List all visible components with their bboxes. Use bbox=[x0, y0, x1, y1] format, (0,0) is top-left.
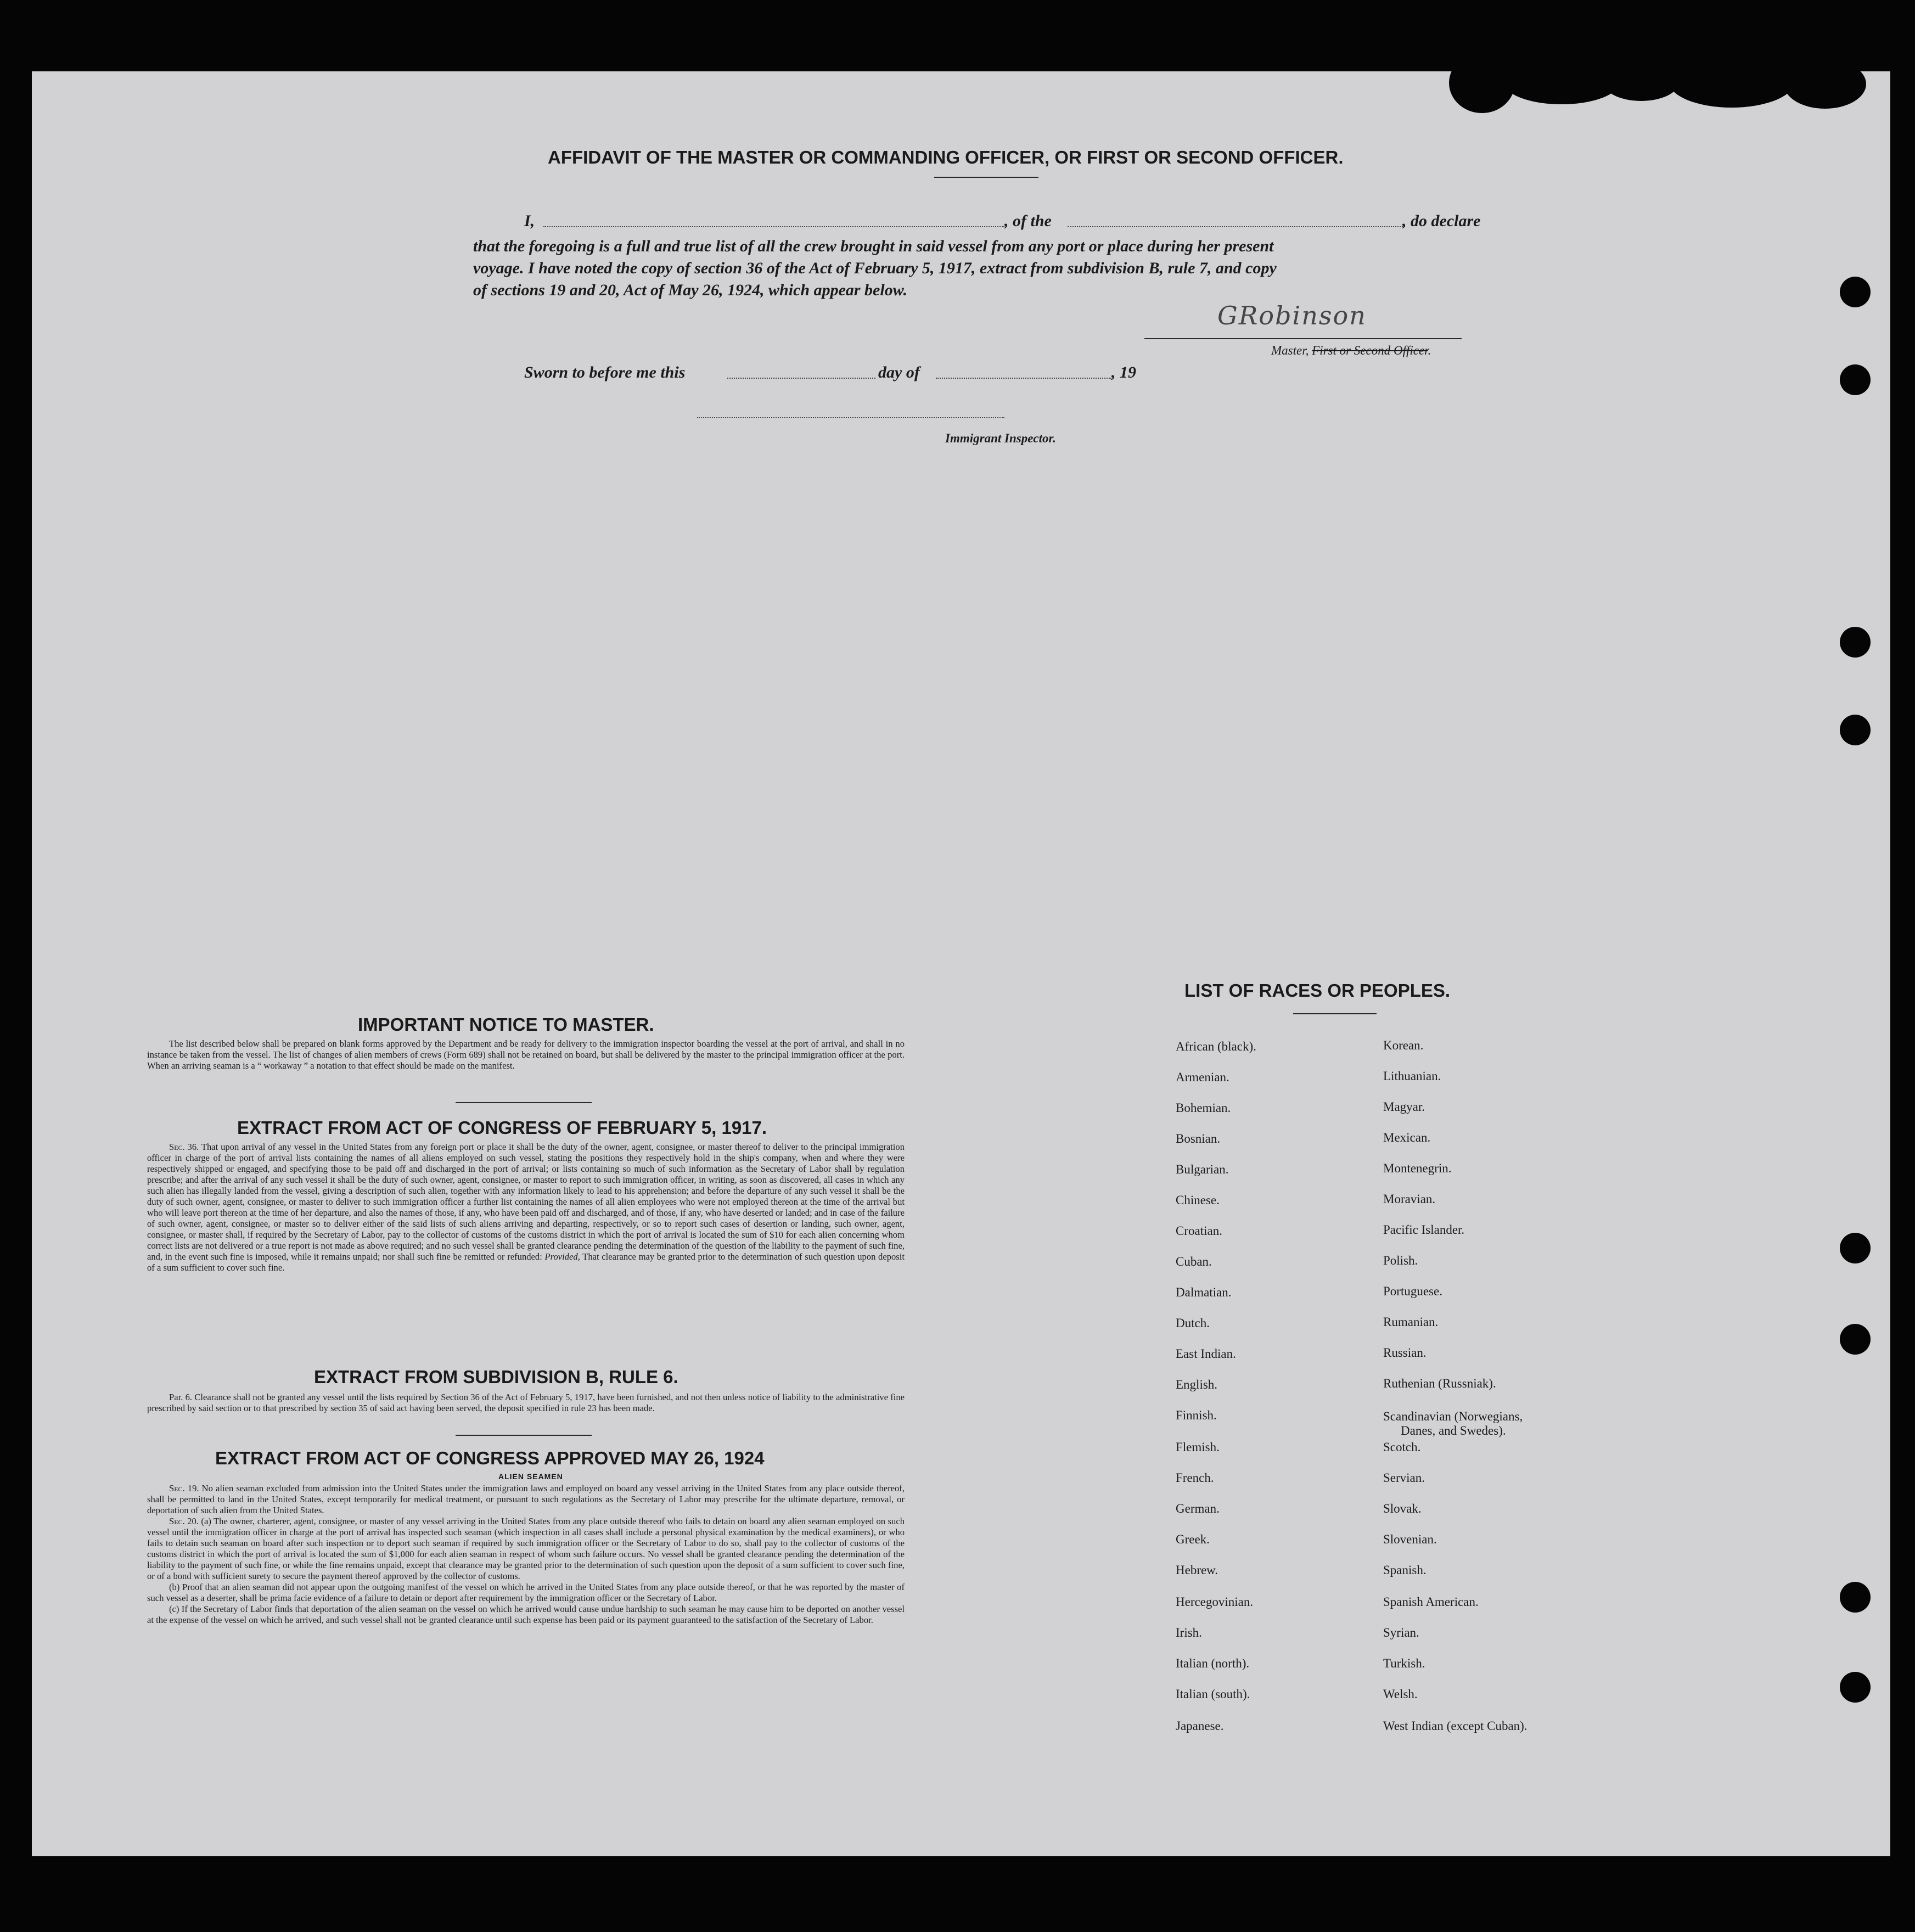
race-item: Armenian. bbox=[1176, 1070, 1229, 1084]
sec-36-text: That upon arrival of any vessel in the United States from any foreign port or place it shall be the duty of the owner, agent, consignee, or master thereof to deliver to the principal immigration officer in charge of the port of arrival lists containing the names of all aliens employed on such vessel, stating the positions they respectively hold in the ship's company, when and where they were respectively shipped or engaged, and specifying those to be paid off and discharged in the port of arrival; or lists containing so much of such information as the Secretary of Labor shall by regulation prescribe; and after the arrival of any such vessel it shall be the duty of such owner, agent, consignee, or master to report to such immigration officer, in writing, as soon as discovered, all cases in which any such alien has illegally landed from the vessel, giving a description of such alien, together with any information likely to lead to his apprehension; and before the departure of any such vessel it shall be the duty of such owner, agent, consignee, or master to deliver to such immigration officer a further list containing the names of all alien employees who were not employed thereon at the time of the arrival but who will leave port thereon at the time of her departure, and also the names of those, if any, who have been paid off and discharged, and of those, if any, who have deserted or landed; and in case of the failure of such owner, agent, consignee, or master so to deliver either of the said lists of such aliens arriving and departing, respectively, or so to report such cases of desertion or landing, such owner, agent, consignee, or master shall, if required by the Secretary of Labor, pay to the collector of customs of the customs district in which the port of arrival is located the sum of $10 for each alien concerning whom correct lists are not delivered or a true report is not made as above required; and no such vessel shall be granted clearance pending the determination of the question of the liability to the payment of such fine, and, in the event such fine is imposed, while it remains unpaid; nor shall such fine be remitted or refunded: bbox=[147, 1142, 905, 1262]
race-item: Rumanian. bbox=[1383, 1315, 1439, 1329]
race-item: Mexican. bbox=[1383, 1131, 1431, 1144]
sec-20a-text: (a) The owner, charterer, agent, consignee, or master of any vessel arriving in the United States from any place outside thereof who fails to detain on board any alien seaman employed on such vessel until the immigration officer in charge at the port of arrival has inspected such seaman (which inspection in all cases shall include a personal physical examination by the medical examiners), or who fails to detain such seaman on board after such inspection or to deport such seaman if required by such immigration officer or the Secretary of Labor to do so, shall pay to the collector of customs of the customs district in which the port of arrival is located the sum of $1,000 for each alien seaman in respect of whom such failure occurs. No vessel shall be granted clearance pending the determination of the liability to the payment of such fine, or while the fine remains unpaid, except that clearance may be granted prior to the determination of such question upon the deposit of a sum sufficient to cover such fine, or of a bond with sufficient surety to secure the payment thereof approved by the collector of customs. bbox=[147, 1516, 905, 1581]
race-item: Spanish. bbox=[1383, 1563, 1427, 1577]
year-label: , 19 bbox=[1111, 363, 1136, 381]
torn-edge bbox=[1784, 59, 1866, 109]
par-6-label: Par. 6. bbox=[169, 1392, 193, 1402]
torn-edge bbox=[1603, 61, 1680, 101]
rule-6-text bbox=[147, 1392, 905, 1414]
race-item: Croatian. bbox=[1176, 1224, 1222, 1238]
sec-19-text: No alien seaman excluded from admission into the United States under the immigration laws and employed on board any vessel arriving in the United States from any place outside thereof, shall be permitted to land in the United States, except temporarily for medical treatment, or pursuant to such regulations as the Secretary of Labor may prescribe for the ultimate departure, removal, or deportation of such alien from the United States. bbox=[147, 1483, 905, 1515]
notice-title: IMPORTANT NOTICE TO MASTER. bbox=[358, 1014, 654, 1035]
race-item: Greek. bbox=[1176, 1532, 1210, 1546]
torn-edge bbox=[1504, 60, 1619, 104]
binder-hole bbox=[1840, 715, 1871, 745]
race-item: Italian (north). bbox=[1176, 1656, 1250, 1670]
affidavit-title: AFFIDAVIT OF THE MASTER OR COMMANDING OFFICER, OR FIRST OR SECOND OFFICER. bbox=[548, 147, 1344, 167]
race-item: Welsh. bbox=[1383, 1687, 1418, 1701]
race-item: Moravian. bbox=[1383, 1192, 1436, 1206]
inspector-signature-blank[interactable] bbox=[697, 417, 1004, 418]
race-item: Turkish. bbox=[1383, 1656, 1425, 1670]
race-item: Magyar. bbox=[1383, 1100, 1425, 1114]
binder-hole bbox=[1840, 1672, 1871, 1703]
race-item: English. bbox=[1176, 1378, 1218, 1391]
race-item: Lithuanian. bbox=[1383, 1069, 1441, 1083]
race-item: Slovak. bbox=[1383, 1502, 1422, 1515]
race-item: West Indian (except Cuban). bbox=[1383, 1719, 1527, 1733]
signature-caption bbox=[1271, 344, 1431, 358]
section-rule bbox=[456, 1435, 592, 1436]
affidavit-declare-label: , do declare bbox=[1402, 212, 1481, 230]
race-item: Korean. bbox=[1383, 1038, 1424, 1052]
race-item: Chinese. bbox=[1176, 1193, 1220, 1207]
title-rule bbox=[934, 177, 1038, 178]
par-6-text: Clearance shall not be granted any vessel until the lists required by Section 36 of the Act of February 5, 1917, have been furnished, and not then unless notice of liability to the administrative fine prescribed by said section or to that prescribed by section 35 of said act having been served, the deposit specified in rule 23 has been made. bbox=[147, 1392, 905, 1413]
provided-word: Provided, bbox=[544, 1251, 580, 1262]
sec-36-label: Sec. 36. bbox=[169, 1142, 199, 1152]
extract-1924-title: EXTRACT FROM ACT OF CONGRESS APPROVED MAY 26, 1924 bbox=[215, 1448, 765, 1468]
affidavit-i-label: I, bbox=[524, 212, 535, 230]
notice-paragraph: The list described below shall be prepared on blank forms approved by the Department and be ready for delivery to the immigration inspector boarding the vessel at the port of arrival, and shall in no instance be taken from the vessel. The list of changes of alien members of crews (Form 689) shall not be retained on board, but shall be delivered by the master to the principal immigration officer at the port. When an arriving seaman is a “ workaway ” a notation to that effect should be made on the manifest. bbox=[147, 1038, 905, 1071]
race-item: East Indian. bbox=[1176, 1347, 1236, 1361]
affidavit-body-line1: that the foregoing is a full and true list of all the crew brought in said vessel from any port or place during her present bbox=[473, 237, 1274, 255]
torn-edge bbox=[1669, 55, 1795, 108]
race-item: Bulgarian. bbox=[1176, 1162, 1229, 1176]
sec-20-label: Sec. 20. bbox=[169, 1516, 199, 1526]
race-item: Bohemian. bbox=[1176, 1101, 1231, 1115]
race-item: Spanish American. bbox=[1383, 1595, 1479, 1609]
race-item: Scotch. bbox=[1383, 1440, 1421, 1454]
name-blank-field[interactable] bbox=[543, 226, 1004, 227]
alien-seamen-subtitle: ALIEN SEAMEN bbox=[498, 1472, 563, 1481]
race-item: Portuguese. bbox=[1383, 1284, 1442, 1298]
caption-master: Master, bbox=[1271, 344, 1309, 357]
binder-hole bbox=[1840, 364, 1871, 395]
race-item: French. bbox=[1176, 1471, 1214, 1485]
race-item: Hercegovinian. bbox=[1176, 1595, 1254, 1609]
sworn-day-blank[interactable] bbox=[727, 378, 875, 379]
caption-end: . bbox=[1428, 344, 1431, 357]
master-signature: GRobinson bbox=[1217, 301, 1367, 330]
race-item: Pacific Islander. bbox=[1383, 1223, 1465, 1237]
binder-hole bbox=[1840, 277, 1871, 307]
sworn-month-blank[interactable] bbox=[936, 378, 1111, 379]
race-item: Cuban. bbox=[1176, 1255, 1212, 1268]
race-item: Polish. bbox=[1383, 1254, 1418, 1267]
sworn-label: Sworn to before me this bbox=[524, 363, 686, 381]
race-item: Syrian. bbox=[1383, 1626, 1419, 1639]
binder-hole bbox=[1840, 1324, 1871, 1355]
race-item: Irish. bbox=[1176, 1626, 1202, 1639]
signature-line bbox=[1144, 338, 1462, 339]
race-item: Italian (south). bbox=[1176, 1687, 1250, 1701]
sec-20b-text: (b) Proof that an alien seaman did not appear upon the outgoing manifest of the vessel on which he arrived in the United States from any place outside thereof, or that he was reported by the master of such vessel as a deserter, shall be prima facie evidence of a failure to detain or deport after requirement by the immigration officer or the Secretary of Labor. bbox=[147, 1582, 905, 1603]
sec-36-text-end: That clearance may be granted prior to the determination of such question upon deposit of a sum sufficient to cover such fine. bbox=[147, 1251, 905, 1273]
binder-hole bbox=[1840, 627, 1871, 658]
race-item: Scandinavian (Norwegians, bbox=[1383, 1409, 1523, 1423]
race-item-continuation: Danes, and Swedes). bbox=[1401, 1424, 1506, 1437]
race-item: Flemish. bbox=[1176, 1440, 1220, 1454]
inspector-label: Immigrant Inspector. bbox=[945, 431, 1056, 445]
race-item: Japanese. bbox=[1176, 1719, 1224, 1733]
vessel-blank-field[interactable] bbox=[1068, 226, 1405, 227]
race-item: Russian. bbox=[1383, 1346, 1427, 1360]
rule-6-title: EXTRACT FROM SUBDIVISION B, RULE 6. bbox=[314, 1367, 678, 1387]
section-rule bbox=[456, 1102, 592, 1103]
race-item: Slovenian. bbox=[1383, 1532, 1437, 1546]
race-item: Finnish. bbox=[1176, 1408, 1217, 1422]
notice-text bbox=[147, 1038, 905, 1071]
binder-hole bbox=[1840, 1233, 1871, 1263]
binder-hole bbox=[1840, 1582, 1871, 1613]
sec-20c-text: (c) If the Secretary of Labor finds that deportation of the alien seaman on the vessel on which he arrived would cause undue hardship to such seaman he may cause him to be deported on another vessel at the expense of the vessel on which he arrived, and such vessel shall not be granted clearance until such expense has been paid or its payment guaranteed to the satisfaction of the Secretary of Labor. bbox=[147, 1604, 905, 1625]
race-item: Montenegrin. bbox=[1383, 1161, 1452, 1175]
race-item: Hebrew. bbox=[1176, 1563, 1218, 1577]
race-item: Dalmatian. bbox=[1176, 1285, 1232, 1299]
races-title: LIST OF RACES OR PEOPLES. bbox=[1184, 980, 1451, 1001]
affidavit-body-line3: of sections 19 and 20, Act of May 26, 1924, which appear below. bbox=[473, 281, 908, 299]
sec-19-label: Sec. 19. bbox=[169, 1483, 199, 1493]
affidavit-body-line2: voyage. I have noted the copy of section 36 of the Act of February 5, 1917, extract from subdivision B, rule 7, and copy bbox=[473, 259, 1277, 277]
race-item: Ruthenian (Russniak). bbox=[1383, 1377, 1496, 1390]
race-item: African (black). bbox=[1176, 1040, 1256, 1053]
races-title-rule bbox=[1293, 1013, 1377, 1014]
race-item: Bosnian. bbox=[1176, 1132, 1221, 1145]
day-of-label: day of bbox=[878, 363, 920, 381]
extract-1924-text bbox=[147, 1483, 905, 1626]
affidavit-of-the-label: , of the bbox=[1004, 212, 1052, 230]
race-item: Servian. bbox=[1383, 1471, 1425, 1485]
extract-1917-text bbox=[147, 1142, 905, 1273]
extract-1917-title: EXTRACT FROM ACT OF CONGRESS OF FEBRUARY 5, 1917. bbox=[237, 1117, 767, 1138]
race-item: Dutch. bbox=[1176, 1316, 1210, 1330]
caption-struck: First or Second Officer bbox=[1312, 344, 1428, 357]
race-item: German. bbox=[1176, 1502, 1220, 1515]
